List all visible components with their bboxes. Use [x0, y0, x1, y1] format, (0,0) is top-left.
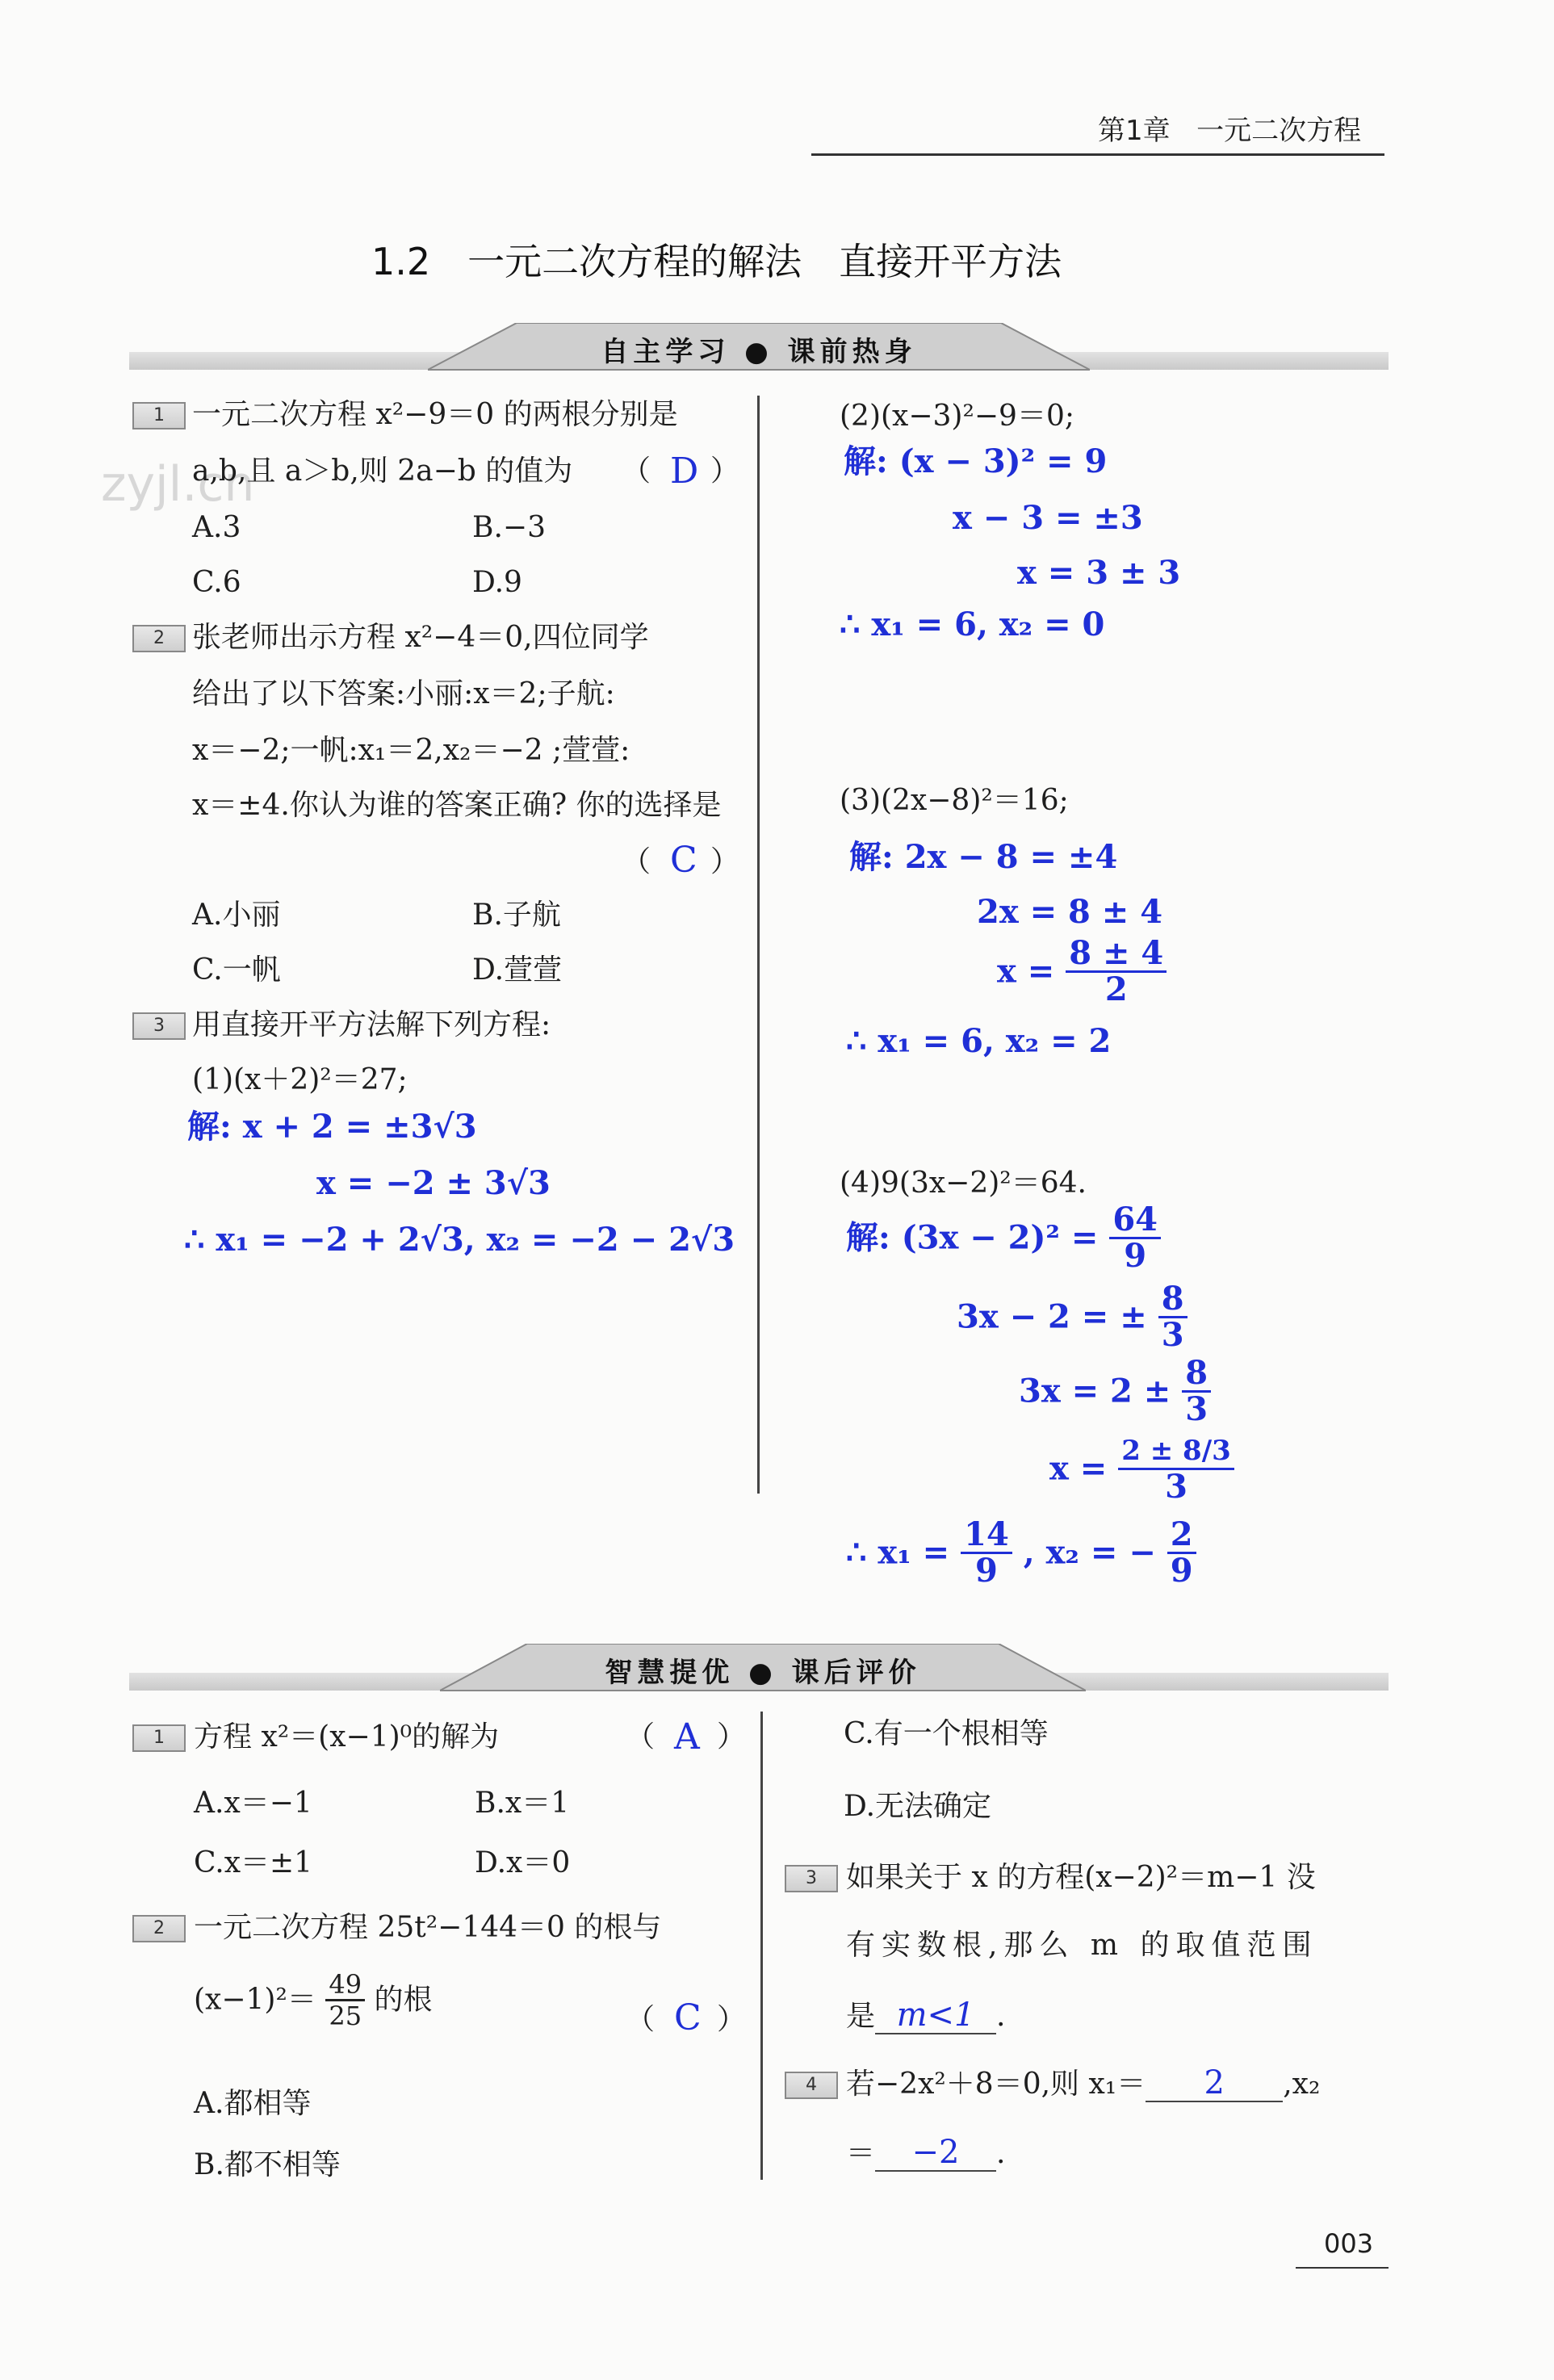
sol-lhs: x =	[1049, 1449, 1108, 1488]
s1-q3-part4-sol5	[846, 1515, 1196, 1590]
s2-q3-line1: 如果关于 x 的方程(x−2)²＝m−1 没	[846, 1861, 1316, 1894]
s1-q1-option-d: D.9	[472, 566, 522, 599]
denominator: 9	[1170, 1552, 1193, 1590]
s1-q3-part2-sol1: 解: (x − 3)² = 9	[844, 442, 1108, 480]
s2-q4-line1	[846, 2065, 1320, 2102]
s1-q1-paren-open: （	[622, 455, 651, 488]
s1-q3-part2-sol4: ∴ x₁ = 6, x₂ = 0	[840, 605, 1105, 643]
denominator: 9	[1124, 1237, 1147, 1275]
header-rule	[811, 153, 1384, 156]
s1-q2-option-a: A.小丽	[192, 899, 281, 932]
s2-q2-option-a: A.都相等	[194, 2087, 312, 2120]
numerator: 8	[1158, 1282, 1187, 1318]
s2-q2-line1: 一元二次方程 25t²−144＝0 的根与	[194, 1911, 662, 1944]
numerator: 14	[961, 1518, 1012, 1554]
s1-q3-part1-sol1: 解: x + 2 = ±3√3	[187, 1108, 477, 1146]
sol-lhs: 3x − 2 = ±	[957, 1297, 1147, 1336]
page-number: 003	[1324, 2228, 1374, 2259]
denominator: 9	[975, 1552, 998, 1590]
section1-divider	[757, 396, 760, 1494]
watermark: zyjl.cn	[101, 456, 255, 513]
numerator: 2 ± 8/3	[1118, 1434, 1234, 1470]
question-number-badge: 1	[132, 1724, 186, 1752]
fraction	[1158, 1282, 1187, 1352]
s2-q4-answer2-blank	[875, 2135, 996, 2172]
s2-q4-answer1-blank	[1146, 2065, 1283, 2102]
question-number-badge: 3	[132, 1012, 186, 1040]
s1-q3-part3-sol4: ∴ x₁ = 6, x₂ = 2	[846, 1022, 1112, 1060]
s1-q3-line1: 用直接开平方法解下列方程:	[192, 1008, 551, 1041]
s2-q2-option-c: C.有一个根相等	[844, 1717, 1049, 1750]
s1-q2-option-b: B.子航	[472, 899, 561, 932]
question-number-badge: 2	[132, 1915, 186, 1942]
s2-q2-option-d: D.无法确定	[844, 1790, 992, 1823]
s1-q3-part1-sol3: ∴ x₁ = −2 + 2√3, x₂ = −2 − 2√3	[184, 1221, 735, 1259]
question-number-badge: 2	[132, 625, 186, 652]
s2-q2-line2-a: (x−1)²＝	[194, 1983, 316, 2017]
s1-q1-line2: a,b,且 a＞b,则 2a−b 的值为	[192, 455, 573, 488]
page-title: 1.2 一元二次方程的解法 直接开平方法	[371, 240, 1062, 283]
s1-q2-answer: C	[670, 840, 697, 881]
fraction	[1167, 1515, 1196, 1590]
section2-banner-label: 智慧提优 ● 课后评价	[605, 1657, 921, 1689]
s1-q3-part4: (4)9(3x−2)²＝64.	[840, 1167, 1087, 1200]
s2-q2-answer: C	[674, 1997, 702, 2039]
s2-q4-line1-b: ,x₂	[1283, 2068, 1321, 2101]
s2-q2-paren-close: ）	[717, 2003, 747, 2036]
chapter-header	[1098, 115, 1361, 147]
s1-q1-answer: D	[670, 450, 699, 492]
page-number-rule	[1296, 2267, 1389, 2269]
s1-q3-part4-sol3	[1019, 1356, 1211, 1427]
denominator: 3	[1161, 1316, 1184, 1354]
sol-prefix: ∴ x₁ =	[846, 1533, 950, 1572]
s1-q2-option-d: D.萱萱	[472, 953, 563, 987]
section1-banner-label: 自主学习 ● 课前热身	[601, 336, 917, 368]
denominator: 3	[1165, 1468, 1187, 1506]
s2-q2-option-b: B.都不相等	[194, 2148, 341, 2181]
s2-q3-line2: 有实数根,那么 m 的取值范围	[846, 1929, 1318, 1962]
fraction	[961, 1515, 1012, 1590]
s1-q3-part3-sol1: 解: 2x − 8 = ±4	[849, 838, 1118, 876]
s1-q1-option-b: B.−3	[472, 511, 546, 544]
s1-q2-paren-close: ）	[710, 845, 740, 878]
s2-q3-line3-b: .	[996, 2000, 1006, 2033]
sol-lhs: x =	[997, 952, 1055, 991]
s1-q3-part1-sol2: x = −2 ± 3√3	[316, 1164, 551, 1202]
numerator: 8 ± 4	[1066, 936, 1167, 973]
s2-q4-line1-a: 若−2x²＋8＝0,则 x₁＝	[846, 2068, 1146, 2101]
denominator: 2	[1104, 970, 1128, 1008]
denominator: 25	[329, 2001, 362, 2031]
s2-q4-line2	[846, 2135, 1005, 2172]
s2-q1-option-a: A.x＝−1	[194, 1787, 312, 1820]
fraction	[1109, 1200, 1161, 1275]
sol-mid: , x₂ = −	[1023, 1533, 1156, 1572]
s1-q1-line1: 一元二次方程 x²−9＝0 的两根分别是	[192, 398, 678, 431]
s2-q1-line1: 方程 x²＝(x−1)⁰的解为	[194, 1720, 500, 1754]
numerator: 2	[1167, 1518, 1196, 1554]
s1-q3-part4-sol4	[1049, 1434, 1234, 1504]
s2-q4-line2-a: ＝	[846, 2137, 876, 2170]
numerator: 49	[325, 1970, 365, 2001]
s1-q3-part2: (2)(x−3)²−9＝0;	[840, 400, 1074, 433]
s1-q2-line4: x＝±4.你认为谁的答案正确? 你的选择是	[192, 789, 722, 822]
fraction	[1118, 1434, 1234, 1504]
s1-q1-paren-close: ）	[710, 455, 740, 488]
fraction	[1182, 1356, 1211, 1427]
section2-banner	[440, 1644, 1086, 1692]
s2-q2-paren-open: （	[626, 2003, 656, 2036]
s2-q1-answer: A	[674, 1716, 700, 1758]
fraction	[325, 1970, 365, 2030]
s1-q3-part1: (1)(x＋2)²＝27;	[192, 1063, 408, 1096]
s2-q2-line2	[194, 1970, 433, 2030]
s1-q3-part4-sol1	[846, 1200, 1161, 1275]
s1-q3-part4-sol2	[957, 1282, 1187, 1352]
s1-q3-part2-sol2: x − 3 = ±3	[953, 499, 1143, 537]
s1-q3-part2-sol3: x = 3 ± 3	[1017, 554, 1181, 592]
sol-lhs: 解: (3x − 2)² =	[846, 1218, 1099, 1257]
section1-banner	[428, 323, 1090, 371]
s2-q3-answer-blank	[875, 1997, 996, 2034]
s1-q1-option-c: C.6	[192, 566, 241, 599]
numerator: 8	[1182, 1356, 1211, 1393]
s1-q2-option-c: C.一帆	[192, 953, 281, 987]
s1-q2-line3: x＝−2;一帆:x₁＝2,x₂＝−2 ;萱萱:	[192, 734, 630, 767]
s2-q1-paren-open: （	[626, 1720, 656, 1754]
s2-q1-option-d: D.x＝0	[475, 1846, 571, 1879]
question-number-badge: 1	[132, 402, 186, 429]
s1-q3-part3-sol3	[997, 936, 1167, 1007]
question-number-badge: 3	[785, 1865, 838, 1892]
numerator: 64	[1109, 1203, 1161, 1239]
s1-q3-part3: (3)(2x−8)²＝16;	[840, 784, 1069, 817]
fraction	[1066, 936, 1167, 1007]
chapter-title: 一元二次方程	[1196, 115, 1362, 147]
denominator: 3	[1185, 1390, 1208, 1428]
s2-q4-answer2: −2	[911, 2134, 960, 2171]
s2-q1-paren-close: ）	[717, 1720, 747, 1754]
s2-q1-option-b: B.x＝1	[475, 1787, 570, 1820]
s2-q3-line3	[846, 1997, 1005, 2034]
s2-q4-answer1: 2	[1204, 2064, 1225, 2101]
s1-q1-option-a: A.3	[192, 511, 241, 544]
s1-q2-line2: 给出了以下答案:小丽:x＝2;子航:	[192, 677, 615, 710]
s1-q2-paren-open: （	[622, 845, 651, 878]
s1-q3-part3-sol2: 2x = 8 ± 4	[977, 893, 1163, 931]
s2-q4-line2-b: .	[996, 2137, 1006, 2170]
s1-q2-line1: 张老师出示方程 x²−4＝0,四位同学	[192, 621, 649, 654]
question-number-badge: 4	[785, 2072, 838, 2099]
chapter-number: 第1章	[1098, 115, 1171, 147]
s2-q1-option-c: C.x＝±1	[194, 1846, 313, 1879]
s2-q3-answer: m<1	[896, 1997, 975, 2034]
s2-q3-line3-a: 是	[846, 2000, 876, 2033]
sol-lhs: 3x = 2 ±	[1019, 1372, 1171, 1410]
section2-divider	[760, 1712, 763, 2180]
s2-q2-line2-b: 的根	[374, 1983, 433, 2017]
